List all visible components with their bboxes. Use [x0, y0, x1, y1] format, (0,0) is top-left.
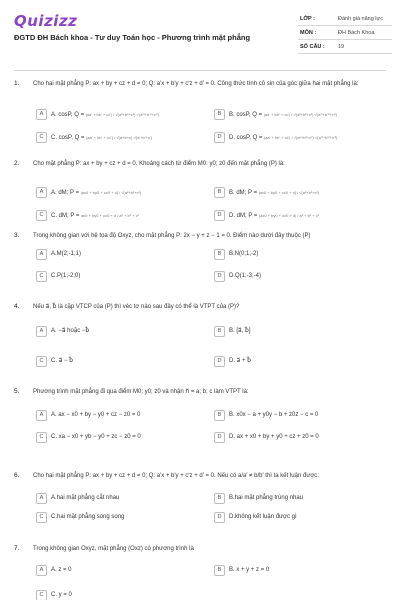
option-text	[229, 411, 318, 420]
option-letter-box: D	[214, 271, 225, 282]
option-text	[51, 357, 73, 366]
answer-option-a[interactable]	[36, 187, 196, 199]
option-label: B. x0x − a + y0y − b + z0z − c = 0	[229, 412, 319, 418]
answer-option-d[interactable]	[214, 432, 374, 444]
question-number: 4.	[14, 303, 20, 310]
question-number: 7.	[14, 545, 20, 552]
option-label: A. −a⃗ hoặc −b⃗	[51, 328, 90, 334]
option-letter-box: C	[36, 432, 47, 443]
option-text	[229, 513, 297, 522]
option-formula: |aa' + bb' + cc'| / √(a²+b²+c²)·√(a'²+b'²+c'²)	[85, 112, 160, 117]
option-formula: ax0 + by0 + cz0 + d / a² + b² + c²	[81, 213, 139, 218]
option-label: A.hai mặt phẳng cắt nhau	[51, 495, 120, 501]
answer-option-c[interactable]	[36, 132, 196, 144]
question-text: Nếu a⃗, b⃗ là cặp VTCP của (P) thì véc tơ nào sau đây có thể là VTPT của (P)?	[33, 304, 240, 310]
option-formula: (aa' + bb' + cc') / √(a+b+c)·√(a'+b'+c')	[86, 135, 152, 140]
answer-option-a[interactable]	[36, 493, 196, 505]
option-label: B. dM; P =	[229, 190, 258, 197]
option-letter-box: C	[36, 590, 47, 600]
answer-option-a[interactable]	[36, 410, 196, 422]
question-text: Cho hai mặt phẳng P: ax + by + cz + d = 0; Q: a'x + b'y + c'z + d' = 0. Công thức tính cô sin của góc giữa hai mặt phẳng là:	[33, 81, 359, 87]
option-text	[51, 494, 119, 503]
option-formula: |aa' + bb' + cc'| / √(a²+b²+c²)·√(a'²+b'²+c'²)	[264, 135, 338, 140]
question-number: 3.	[14, 232, 20, 239]
option-letter-box: A	[36, 326, 47, 337]
option-text	[51, 188, 141, 198]
option-label: D. ax + x0 + by + y0 + cz + z0 = 0	[229, 434, 319, 440]
answer-option-c[interactable]	[36, 271, 196, 283]
option-label: D. a⃗ + b⃗	[229, 358, 251, 364]
option-formula: |ax0 + by0 + cz0 + d| / √(a²+b²+c²)	[80, 190, 142, 195]
option-label: C. xa − x0 + yb − y0 + zc − z0 = 0	[51, 434, 141, 440]
answer-option-b[interactable]	[214, 493, 374, 505]
meta-value: ĐH Bách Khoa	[338, 30, 375, 36]
answer-option-d[interactable]	[214, 132, 374, 144]
question-text: Trong không gian với hệ tọa độ Oxyz, cho mặt phẳng P: 2x − y + z − 1 = 0. Điểm nào dưới đây thuộc (P)	[33, 233, 311, 239]
option-formula: |ax0 + by0 + cz0 + d| / √(a²+b²+c²)	[258, 190, 320, 195]
option-label: C.P(1;-2;0)	[51, 273, 81, 279]
option-letter-box: B	[214, 109, 225, 120]
option-letter-box: C	[36, 271, 47, 282]
option-label: B.hai mặt phẳng trùng nhau	[229, 495, 304, 501]
answer-option-b[interactable]	[214, 109, 374, 121]
option-letter-box: C	[36, 356, 47, 367]
option-text	[51, 411, 140, 420]
option-label: A. cosP, Q =	[51, 112, 85, 119]
option-letter-box: B	[214, 249, 225, 260]
option-formula: |ax0 + by0 + cz0 + d| / a² + b² + c²	[259, 213, 320, 218]
option-text	[229, 494, 303, 503]
option-letter-box: B	[214, 187, 225, 198]
option-text	[229, 110, 337, 120]
meta-key: MÔN :	[300, 30, 317, 36]
option-text	[51, 133, 152, 143]
option-letter-box: A	[36, 410, 47, 421]
question-number: 6.	[14, 472, 20, 479]
option-formula: |aa' + bb' + cc'| / √(a²+b²+c²)·√(a'²+b'²+c'²)	[263, 112, 338, 117]
option-letter-box: D	[214, 210, 225, 221]
answer-option-b[interactable]	[214, 565, 374, 577]
answer-option-c[interactable]	[36, 512, 196, 524]
option-label: C. a⃗ − b⃗	[51, 358, 73, 364]
answer-option-b[interactable]	[214, 326, 374, 338]
option-letter-box: A	[36, 493, 47, 504]
option-text	[51, 433, 141, 442]
option-letter-box: D	[214, 432, 225, 443]
answer-option-b[interactable]	[214, 410, 374, 422]
option-text	[229, 272, 261, 281]
answer-option-d[interactable]	[214, 271, 374, 283]
question-text: Trong không gian Oxyz, mặt phẳng (Oxz) có phương trình là	[33, 546, 194, 552]
option-label: B. x + y + z = 0	[229, 567, 270, 573]
meta-value: Đánh giá năng lực	[338, 16, 383, 22]
option-text	[229, 357, 251, 366]
option-text	[51, 591, 72, 600]
option-text	[229, 250, 258, 259]
option-text	[51, 272, 80, 281]
question-number: 2.	[14, 160, 20, 167]
option-text	[51, 513, 124, 522]
answer-option-a[interactable]	[36, 249, 196, 261]
option-label: B.N(0;1;-2)	[229, 251, 259, 257]
option-text	[229, 433, 319, 442]
quizizz-logo: Quizizz	[14, 12, 78, 30]
answer-option-d[interactable]	[214, 210, 374, 222]
option-text	[229, 133, 337, 143]
option-text	[229, 566, 269, 575]
option-letter-box: A	[36, 249, 47, 260]
answer-option-c[interactable]	[36, 356, 196, 368]
option-label: A. z = 0	[51, 567, 72, 573]
option-letter-box: B	[214, 326, 225, 337]
option-text	[51, 566, 72, 575]
option-letter-box: D	[214, 356, 225, 367]
meta-row-count	[298, 40, 392, 54]
answer-option-a[interactable]	[36, 326, 196, 338]
option-letter-box: D	[214, 132, 225, 143]
option-letter-box: C	[36, 132, 47, 143]
answer-option-d[interactable]	[214, 512, 374, 524]
answer-option-b[interactable]	[214, 249, 374, 261]
option-label: C. cosP, Q =	[51, 135, 85, 142]
option-label: C.hai mặt phẳng song song	[51, 514, 125, 520]
answer-option-c[interactable]	[36, 590, 196, 600]
option-text	[229, 211, 319, 221]
option-label: C. dM; P =	[51, 213, 80, 220]
option-letter-box: C	[36, 210, 47, 221]
question-number: 1.	[14, 80, 20, 87]
option-label: A. ax − x0 + by − y0 + cz − z0 = 0	[51, 412, 141, 418]
meta-key: SỐ CÂU :	[300, 44, 325, 50]
question-text: Phương trình mặt phẳng đi qua điểm M0; y0; z0 và nhận n⃗ = a; b; c làm VTPT là:	[33, 389, 249, 395]
option-label: D.Q(1;-3;-4)	[229, 273, 262, 279]
answer-option-a[interactable]	[36, 565, 196, 577]
option-letter-box: C	[36, 512, 47, 523]
option-text	[229, 188, 319, 198]
option-letter-box: B	[214, 565, 225, 576]
option-text	[51, 211, 139, 221]
meta-value: 19	[338, 44, 345, 50]
answer-option-b[interactable]	[214, 187, 374, 199]
option-letter-box: D	[214, 512, 225, 523]
option-text	[51, 327, 89, 336]
option-letter-box: A	[36, 109, 47, 120]
option-label: A. dM; P =	[51, 190, 80, 197]
option-label: D. dM; P =	[229, 213, 258, 220]
question-text: Cho hai mặt phẳng P: ax + by + cz + d = 0; Q: a'x + b'y + c'z + d' = 0. Nếu có a/a' ≠ b/b' thì ta kết luận được:	[33, 473, 319, 479]
answer-option-a[interactable]	[36, 109, 196, 121]
answer-option-c[interactable]	[36, 210, 196, 222]
worksheet-header	[0, 0, 400, 70]
option-letter-box: B	[214, 410, 225, 421]
meta-key: LỚP :	[300, 16, 315, 22]
option-label: C. y = 0	[51, 592, 72, 598]
header-divider	[14, 70, 386, 71]
option-label: B. [a⃗, b⃗]	[229, 328, 251, 334]
option-text	[51, 250, 81, 259]
worksheet-title: ĐGTD ĐH Bách khoa - Tư duy Toán học - Phương trình mặt phẳng	[14, 33, 251, 42]
option-label: D. cosP, Q =	[229, 135, 263, 142]
meta-row-class	[298, 12, 392, 26]
question-text: Cho mặt phẳng P: ax + by + cz + d = 0. Khoảng cách từ điểm M0: y0; z0 đến mặt phẳng (P) là:	[33, 161, 285, 167]
meta-row-subject	[298, 26, 392, 40]
question-number: 5.	[14, 388, 20, 395]
meta-table	[298, 12, 392, 54]
option-letter-box: A	[36, 565, 47, 576]
option-letter-box: B	[214, 493, 225, 504]
option-label: B. cosP, Q =	[229, 112, 263, 119]
option-letter-box: A	[36, 187, 47, 198]
option-label: D.không kết luận được gì	[229, 514, 297, 520]
answer-option-c[interactable]	[36, 432, 196, 444]
option-text	[229, 327, 251, 336]
option-label: A.M(2;-1;1)	[51, 251, 82, 257]
answer-option-d[interactable]	[214, 356, 374, 368]
option-text	[51, 110, 159, 120]
